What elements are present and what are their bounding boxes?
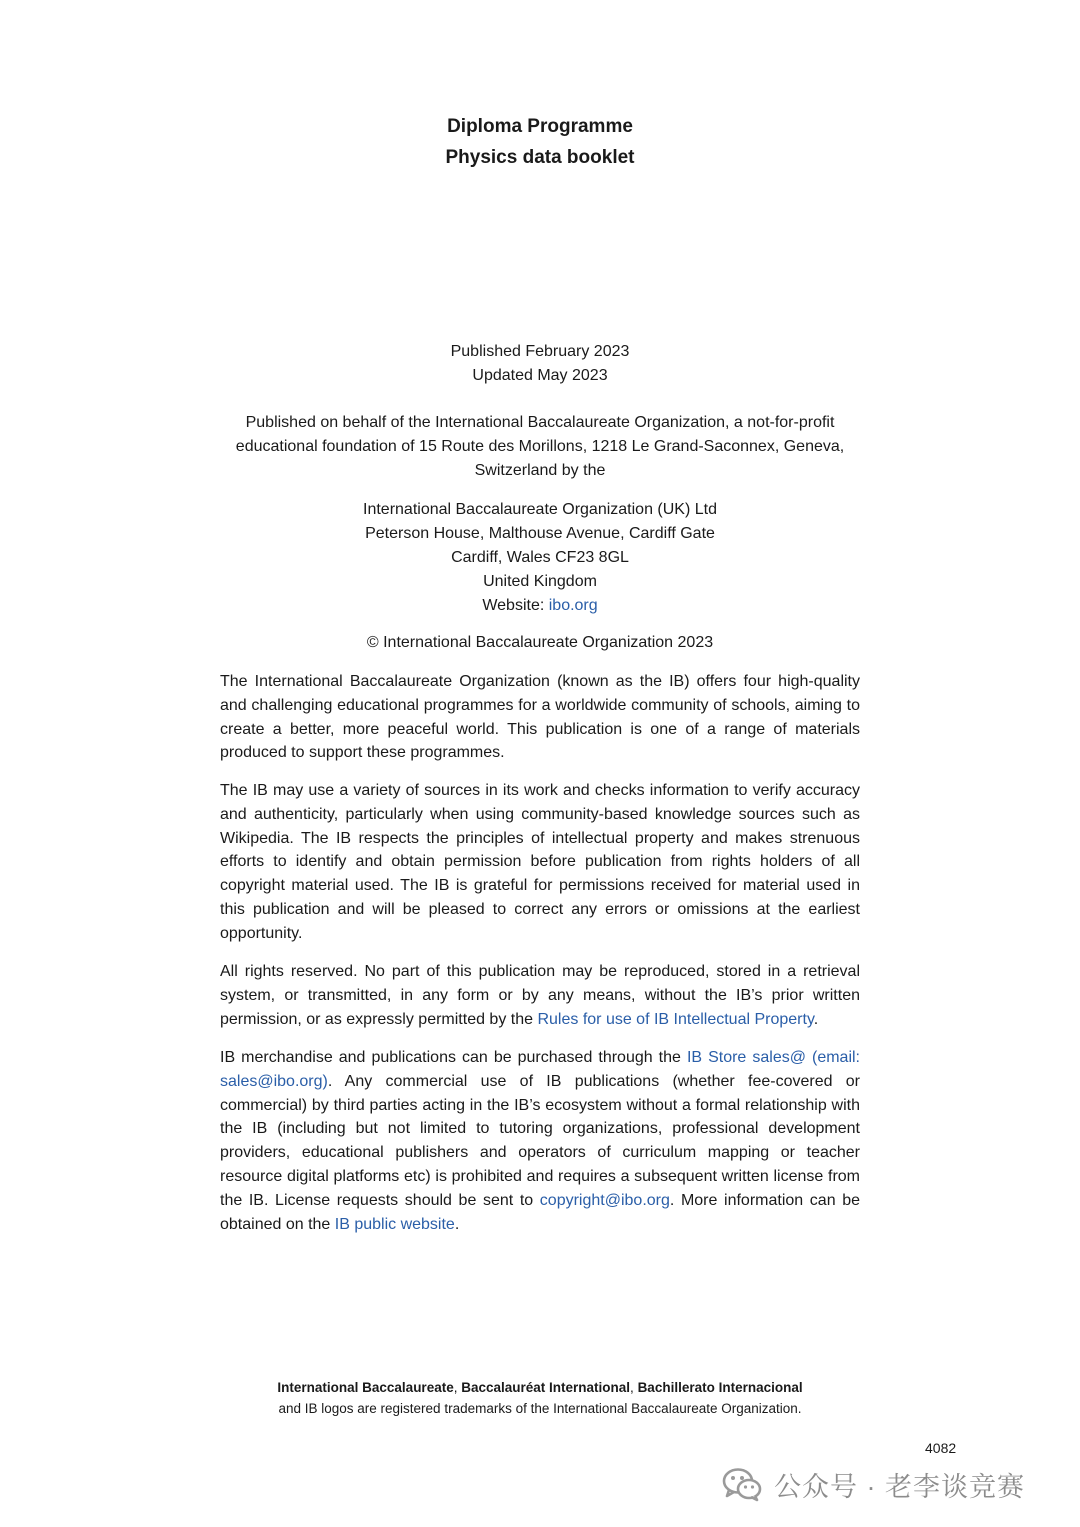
copyright-notice: © International Baccalaureate Organization 2023 — [366, 634, 714, 651]
address-line-4: United Kingdom — [483, 573, 597, 590]
publication-dates — [220, 340, 860, 388]
paragraph-about-ib: The International Baccalaureate Organization (known as the IB) offers four high-quality and challenging educational programmes for a worldwide community of schools, aiming to create a better, more peaceful world. This publication is one of a range of materials produced to support these programmes. — [220, 673, 860, 762]
watermark-text: 公众号 · 老李谈竞赛 — [774, 1471, 1025, 1502]
wechat-icon — [722, 1466, 762, 1502]
trademark-name-2: Baccalauréat International — [461, 1380, 631, 1395]
updated-date: Updated May 2023 — [472, 367, 608, 384]
paragraph-rights — [220, 960, 860, 1031]
paragraph-merchandise — [220, 1046, 860, 1236]
trademark-names — [0, 1378, 1080, 1398]
trademark-name-1: International Baccalaureate — [277, 1380, 454, 1395]
paragraph-sources: The IB may use a variety of sources in its work and checks information to verify accuracy and authenticity, particularly when using community-based knowledge sources such as Wikipedia. The IB respects the principles of intellectual property and makes strenuous efforts to identify and obtain permission before publication from rights holders of all copyright material used. The IB is grateful for permissions received for material used in this publication and will be pleased to correct any errors or omissions at the earliest opportunity. — [220, 782, 860, 942]
rights-end: . — [813, 1010, 819, 1028]
address-line-1: International Baccalaureate Organization (UK) Ltd — [363, 501, 717, 518]
website-line — [220, 594, 860, 618]
document-title-booklet: Physics data booklet — [445, 147, 635, 168]
published-date: Published February 2023 — [450, 343, 630, 360]
sales-link[interactable]: sales@ — [752, 1049, 806, 1066]
website-link[interactable]: ibo.org — [548, 597, 598, 614]
document-code: 4082 — [925, 1440, 957, 1456]
ib-public-website-link[interactable]: IB public website — [334, 1215, 455, 1233]
copyright-email-link[interactable]: copyright@ibo.org — [539, 1191, 670, 1209]
trademark-name-3: Bachillerato Internacional — [637, 1380, 803, 1395]
publisher-intro: Published on behalf of the International Baccalaureate Organization, a not-for-profit educational foundation of 15 Route des Morillons, 1218 Le Grand-Saconnex, Geneva, Switzerland by the — [235, 414, 845, 479]
merch-text-3: . More information can be obtained on the — [220, 1191, 860, 1233]
document-title-programme: Diploma Programme — [447, 116, 633, 137]
trademark-sep-1: , — [453, 1380, 462, 1395]
merch-text-2: . Any commercial use of IB publications (whether fee-covered or commercial) by third parties acting in the IB’s ecosystem without a formal relationship with the IB (including but not limited to tutoring organizations, professional development providers, educational publishers and operators of curriculum mapping or teacher resource digital platforms etc) is prohibited and requires a subsequent written license from the IB. License requests should be sent to — [220, 1072, 860, 1209]
rules-ip-link[interactable]: Rules for use of IB Intellectual Property — [537, 1010, 814, 1028]
address-line-2: Peterson House, Malthouse Avenue, Cardiff Gate — [365, 525, 715, 542]
merch-text-1: IB merchandise and publications can be purchased through the — [220, 1049, 687, 1066]
watermark — [722, 1464, 1025, 1504]
merch-end: . — [454, 1215, 460, 1233]
website-label: Website: — [482, 597, 549, 614]
publisher-address — [220, 498, 860, 618]
trademark-notice: and IB logos are registered trademarks of the International Baccalaureate Organization. — [278, 1401, 802, 1416]
ib-store-link[interactable]: IB Store — [686, 1049, 747, 1066]
address-line-3: Cardiff, Wales CF23 8GL — [451, 549, 629, 566]
rights-text: All rights reserved. No part of this publication may be reproduced, stored in a retrieval system, or transmitted, in any form or by any means, without the IB’s prior written permission, or as expressly permitted by the — [220, 963, 860, 1028]
sales-email-link[interactable]: (email: sales@ibo.org) — [220, 1049, 860, 1090]
trademark-sep-2: , — [630, 1380, 638, 1395]
